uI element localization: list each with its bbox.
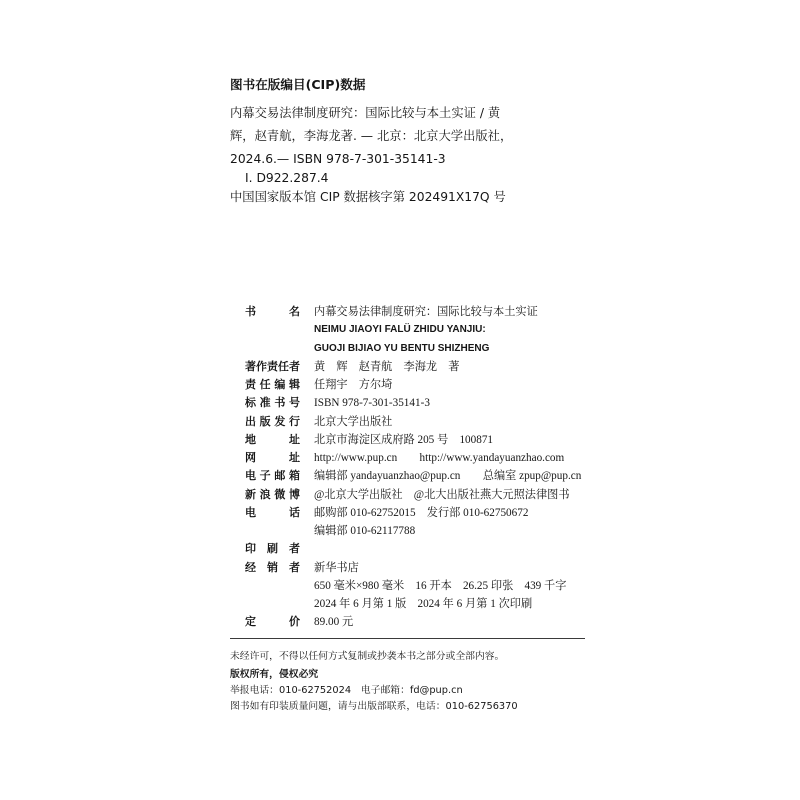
title-pinyin-line-1: NEIMU JIAOYI FALÜ ZHIDU YANJIU: — [314, 324, 486, 336]
label-char: 标 — [245, 396, 256, 410]
detail-row-title — [245, 303, 581, 358]
label-char: 电 — [245, 469, 256, 483]
publisher-values — [314, 413, 392, 431]
editors-value: 任翔宇 方尔埼 — [314, 379, 393, 391]
format-value: 650 毫米×980 毫米 16 开本 26.25 印张 439 千字 — [314, 579, 567, 592]
cip-classification: Ⅰ. D922.287.4 — [245, 171, 329, 185]
label-char: 微 — [274, 487, 286, 501]
label-char: 书 — [274, 396, 286, 410]
label-char: 出 — [245, 414, 256, 428]
report-contact-notice: 举报电话：010-62752024 电子邮箱：fd@pup.cn — [230, 685, 463, 696]
detail-row-website — [245, 449, 581, 467]
printer-label — [245, 540, 300, 558]
website-value: http://www.pup.cn http://www.yandayuanzhao.com — [314, 452, 565, 464]
label-char: 名 — [289, 305, 300, 318]
label-char: 销 — [267, 560, 278, 574]
detail-row-printer — [245, 540, 581, 558]
address-values — [314, 431, 493, 449]
weibo-value: @北京大学出版社 @北大出版社燕大元照法律图书 — [314, 488, 570, 501]
detail-row-authors — [245, 358, 581, 376]
cip-line-1: 内幕交易法律制度研究：国际比较与本土实证 / 黄 — [230, 106, 501, 120]
authors-values — [314, 358, 459, 376]
label-char: 辑 — [288, 378, 300, 391]
detail-row-publisher — [245, 413, 581, 431]
detail-row-isbn — [245, 394, 581, 412]
detail-row-distributor — [245, 559, 581, 614]
label-char: 著 — [245, 359, 256, 373]
detail-row-address — [245, 431, 581, 449]
cip-heading: 图书在版编目(CIP)数据 — [230, 77, 366, 92]
label-char: 箱 — [288, 469, 300, 483]
label-char: 编 — [274, 378, 286, 391]
detail-row-price — [245, 613, 581, 631]
label-char: 子 — [259, 469, 271, 483]
label-char: 作 — [256, 359, 267, 373]
label-char: 浪 — [259, 487, 271, 501]
detail-row-email — [245, 467, 581, 485]
editors-values — [314, 376, 392, 394]
label-char: 新 — [245, 487, 256, 501]
label-char: 者 — [289, 359, 300, 373]
authors-label — [245, 358, 300, 376]
editors-label — [245, 376, 300, 394]
title-label — [245, 303, 300, 321]
detail-row-editors — [245, 376, 581, 394]
cip-line-3: 2024.6.— ISBN 978-7-301-35141-3 — [230, 152, 446, 166]
label-char: 址 — [289, 432, 300, 446]
label-char: 责 — [267, 359, 278, 373]
price-values — [314, 613, 353, 631]
distributor-values — [314, 559, 566, 614]
label-char: 号 — [288, 396, 300, 410]
website-label — [245, 449, 300, 467]
label-char: 网 — [245, 451, 256, 464]
publisher-value: 北京大学出版社 — [314, 415, 393, 428]
phone-value-2: 编辑部 010-62117788 — [314, 525, 416, 537]
copyright-reserved-notice: 版权所有，侵权必究 — [230, 669, 319, 680]
copy-restriction-notice: 未经许可，不得以任何方式复制或抄袭本书之部分或全部内容。 — [230, 651, 505, 662]
label-char: 准 — [259, 396, 271, 410]
distributor-label — [245, 559, 300, 577]
label-char: 者 — [289, 560, 300, 574]
phone-value-1: 邮购部 010-62752015 发行部 010-62750672 — [314, 506, 529, 519]
isbn-values — [314, 394, 430, 412]
label-char: 地 — [245, 432, 256, 446]
label-char: 发 — [274, 414, 286, 428]
detail-row-weibo — [245, 486, 581, 504]
label-char: 任 — [259, 378, 271, 391]
phone-label — [245, 504, 300, 522]
price-value: 89.00 元 — [314, 616, 354, 629]
authors-value: 黄 辉 赵青航 李海龙 著 — [314, 360, 460, 373]
weibo-label — [245, 486, 300, 504]
detail-row-phone — [245, 504, 581, 541]
weibo-values — [314, 486, 570, 504]
cip-record-number: 中国国家版本馆 CIP 数据核字第 202491X17Q 号 — [230, 190, 506, 204]
label-char: 经 — [245, 560, 256, 574]
isbn-value: ISBN 978-7-301-35141-3 — [314, 397, 430, 410]
label-char: 价 — [289, 615, 300, 629]
title-values — [314, 303, 538, 358]
distributor-value: 新华书店 — [314, 561, 359, 574]
label-char: 刷 — [267, 542, 278, 556]
cip-line-2: 辉，赵青航，李海龙著. — 北京：北京大学出版社， — [230, 129, 513, 143]
publication-details — [245, 303, 581, 632]
label-char: 博 — [288, 487, 300, 501]
print-quality-notice: 图书如有印装质量问题，请与出版部联系，电话：010-62756370 — [230, 701, 518, 712]
label-char: 责 — [245, 378, 256, 391]
address-value: 北京市海淀区成府路 205 号 100871 — [314, 433, 494, 446]
label-char: 书 — [245, 305, 256, 318]
edition-value: 2024 年 6 月第 1 版 2024 年 6 月第 1 次印刷 — [314, 598, 533, 610]
price-label — [245, 613, 300, 631]
label-char: 址 — [289, 451, 300, 464]
isbn-label — [245, 394, 300, 412]
label-char: 电 — [245, 505, 256, 519]
phone-values — [314, 504, 528, 541]
label-char: 话 — [289, 505, 300, 519]
address-label — [245, 431, 300, 449]
label-char: 邮 — [274, 469, 286, 483]
email-label — [245, 467, 300, 485]
email-value: 编辑部 yandayuanzhao@pup.cn 总编室 zpup@pup.cn — [314, 470, 582, 483]
website-values — [314, 449, 564, 467]
label-char: 印 — [245, 542, 256, 556]
label-char: 者 — [289, 542, 300, 556]
label-char: 定 — [245, 615, 256, 629]
title-value: 内幕交易法律制度研究：国际比较与本土实证 — [314, 306, 538, 318]
title-pinyin-line-2: GUOJI BIJIAO YU BENTU SHIZHENG — [314, 342, 490, 354]
label-char: 行 — [288, 414, 300, 428]
email-values — [314, 467, 581, 485]
label-char: 版 — [259, 414, 271, 428]
divider-rule — [230, 638, 585, 639]
publisher-label — [245, 413, 300, 431]
label-char: 任 — [278, 359, 289, 373]
